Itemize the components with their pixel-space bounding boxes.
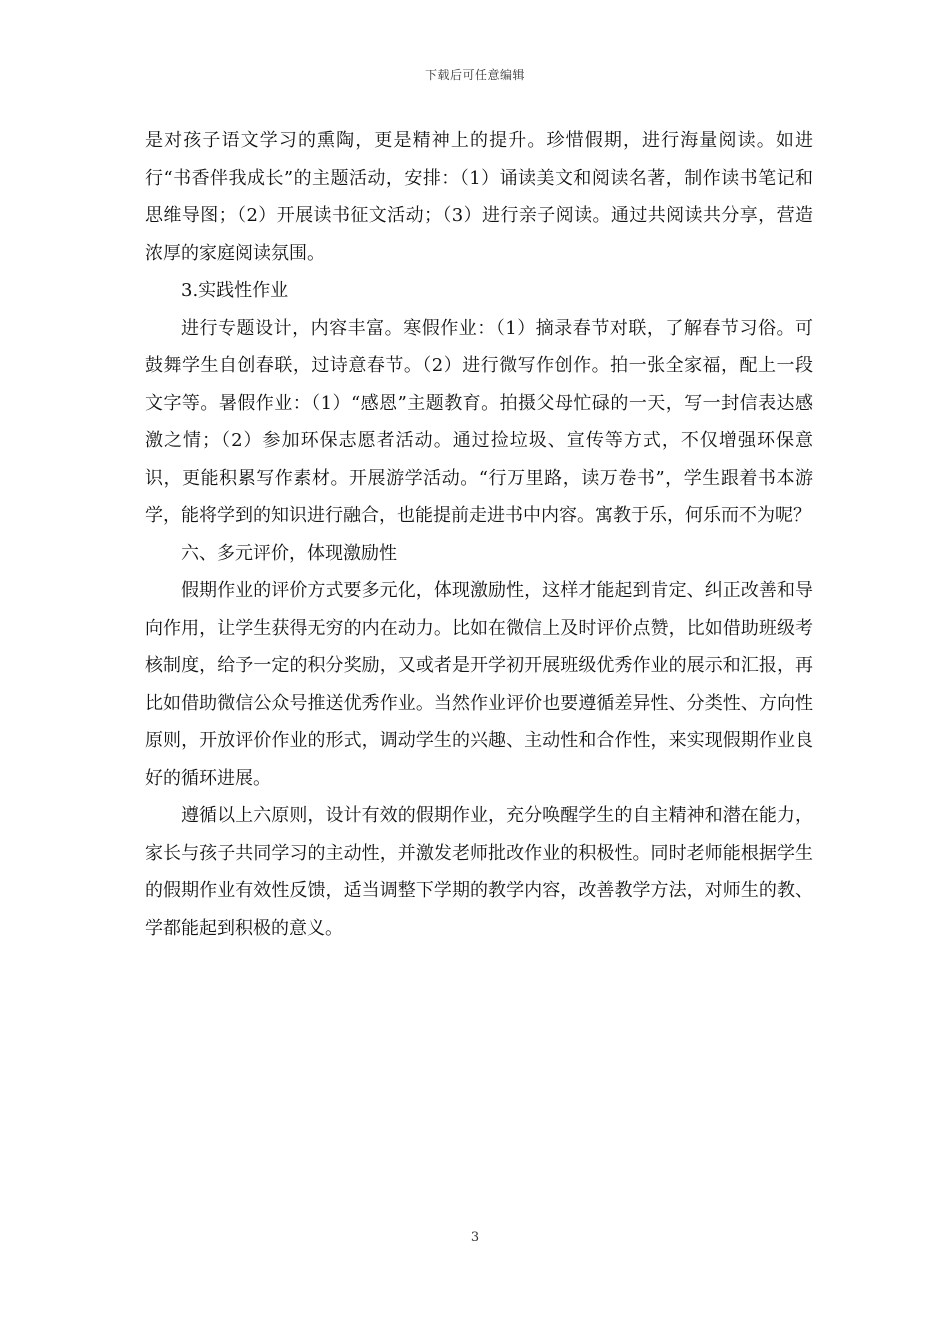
paragraph-practical-homework: 进行专题设计，内容丰富。寒假作业：（1）摘录春节对联，了解春节习俗。可鼓舞学生自创春联，过诗意春节。（2）进行微写作创作。拍一张全家福，配上一段文字等。暑假作业：（1）“感恩”主题教育。拍摄父母忙碌的一天，写一封信表达感激之情；（2）参加环保志愿者活动。通过捡垃圾、宣传等方式，不仅增强环保意识，更能积累写作素材。开展游学活动。“行万里路，读万卷书”，学生跟着书本游学，能将学到的知识进行融合，也能提前走进书中内容。寓教于乐，何乐而不为呢？ xyxy=(145,317,813,526)
paragraph-conclusion: 遵循以上六原则，设计有效的假期作业，充分唤醒学生的自主精神和潜在能力，家长与孩子共同学习的主动性，并激发老师批改作业的积极性。同时老师能根据学生的假期作业有效性反馈，适当调整下学期的教学内容，改善教学方法，对师生的教、学都能起到积极的意义。 xyxy=(145,805,813,939)
page-content xyxy=(145,122,813,947)
paragraph-evaluation: 假期作业的评价方式要多元化，体现激励性，这样才能起到肯定、纠正改善和导向作用，让学生获得无穷的内在动力。比如在微信上及时评价点赞，比如借助班级考核制度，给予一定的积分奖励，又或者是开学初开展班级优秀作业的展示和汇报，再比如借助微信公众号推送优秀作业。当然作业评价也要遵循差异性、分类性、方向性原则，开放评价作业的形式，调动学生的兴趣、主动性和合作性，来实现假期作业良好的循环进展。 xyxy=(145,580,813,789)
section-heading-practical-homework: 3.实践性作业 xyxy=(181,280,289,301)
paragraph-reading-continuation: 是对孩子语文学习的熏陶，更是精神上的提升。珍惜假期，进行海量阅读。如进行“书香伴我成长”的主题活动，安排：（1）诵读美文和阅读名著，制作读书笔记和思维导图；（2）开展读书征文活动；（3）进行亲子阅读。通过共阅读共分享，营造浓厚的家庭阅读氛围。 xyxy=(145,130,813,264)
page-header: 下载后可任意编辑 xyxy=(424,68,525,82)
section-heading-diverse-evaluation: 六、多元评价，体现激励性 xyxy=(181,542,397,564)
page-number: 3 xyxy=(470,1230,480,1245)
